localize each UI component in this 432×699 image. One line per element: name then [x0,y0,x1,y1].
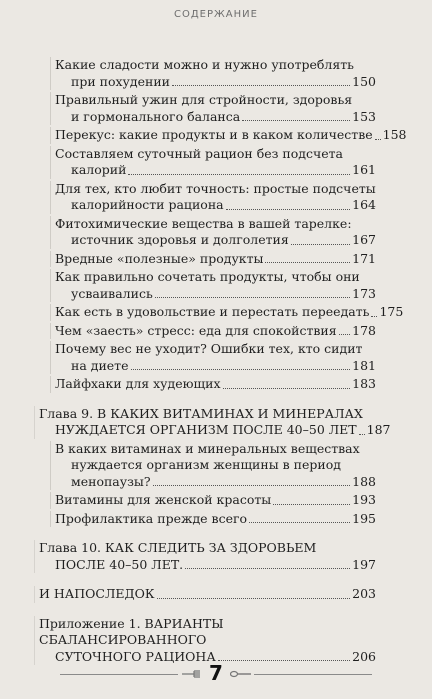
toc-chapter-10[interactable] [34,540,376,573]
toc-entry-text: Перекус: какие продукты и в каком количестве [55,127,373,142]
toc-section-title: Приложение 1. ВАРИАНТЫ СБАЛАНСИРОВАННОГО [39,615,224,647]
toc-chapter-9[interactable] [34,405,391,439]
toc-entry[interactable] [50,441,376,491]
toc-entry[interactable] [50,304,404,321]
page-footer [0,661,432,687]
toc-page-number: 197 [352,556,376,572]
toc-afterword[interactable] [34,586,376,603]
toc-entry[interactable] [50,492,376,509]
toc-page-number: 193 [352,492,376,507]
toc-entry-text: Фитохимические вещества в вашей тарелке: [55,215,352,231]
toc-entry[interactable] [50,511,376,528]
toc-entry-text: Для тех, кто любит точность: простые подсчеты [55,180,376,196]
toc-page-number: 195 [352,510,376,526]
toc-entry-text: на диете [71,357,129,373]
toc-entry-text: усваивались [71,285,153,301]
toc-page-number: 167 [352,232,376,247]
toc-entry-text: источник здоровья и долголетия [71,232,289,247]
toc-entry-text: Лайфхаки для худеющих [55,376,221,391]
toc-entry-text: Составляем суточный рацион без подсчета [55,145,344,161]
toc-page-number: 181 [352,357,376,373]
toc-entry[interactable] [50,341,376,374]
toc-section-title: И НАПОСЛЕДОК [39,586,155,601]
toc-entry-text: Какие сладости можно и нужно употреблять [55,57,354,72]
toc-entry[interactable] [50,251,376,268]
toc-entry[interactable] [50,92,376,125]
page-number: 7 [209,661,223,685]
toc-entry-text: калорийности рациона [71,197,224,212]
toc-page-number: 206 [352,648,376,664]
toc-entry-text: В каких витаминах и минеральных веществах [55,440,360,456]
toc-page-number: 164 [352,197,376,212]
toc-entry-text: и гормонального баланса [71,108,241,124]
toc-page-number: 178 [352,322,376,338]
footer-rule [254,674,372,675]
toc-entry-text: Как правильно сочетать продукты, чтобы они [55,269,360,284]
toc-entry-text: менопаузы? [71,473,151,489]
toc-entry-text: Вредные «полезные» продукты [55,250,264,266]
toc-appendix-1[interactable] [34,616,376,666]
toc-entry[interactable] [50,181,376,214]
toc-entry-text: Правильный ужин для стройности, здоровья [55,92,353,107]
toc-entry[interactable] [50,57,376,90]
toc-page-number: 153 [352,108,376,124]
toc-page-number: 188 [352,473,376,489]
toc-page-number: 161 [352,162,376,177]
toc-page-number: 203 [352,586,376,601]
running-header: СОДЕРЖАНИЕ [174,9,258,20]
toc-entry-text: Витамины для женской красоты [55,492,272,507]
toc-entry-text: нуждается организм женщины в период [71,457,341,472]
toc-page-number: 187 [366,422,391,437]
toc-page-number: 183 [352,376,376,391]
toc-section-title: СУТОЧНОГО РАЦИОНА [55,648,216,664]
toc-entry[interactable] [50,216,376,249]
toc-chapter-title: ПОСЛЕ 40–50 ЛЕТ. [55,556,184,572]
toc-entry[interactable] [50,376,376,393]
toc-chapter-title: НУЖДАЕТСЯ ОРГАНИЗМ ПОСЛЕ 40–50 ЛЕТ [55,422,357,437]
toc-entry[interactable] [50,146,376,179]
toc-entry[interactable] [50,323,376,340]
toc-entry-text: Чем «заесть» стресс: еда для спокойствия [55,322,337,338]
toc-chapter-title: Глава 9. В КАКИХ ВИТАМИНАХ И МИНЕРАЛАХ [39,405,363,421]
toc-page-number: 173 [352,285,376,301]
toc-chapter-title: Глава 10. КАК СЛЕДИТЬ ЗА ЗДОРОВЬЕМ [39,540,317,555]
toc-entry-text: при похудении [71,73,170,89]
toc-page-number: 171 [352,250,376,266]
toc-entry-text: Почему вес не уходит? Ошибки тех, кто сидит [55,341,363,356]
toc-entry-text: калорий [71,162,127,177]
spoon-icon [230,668,252,682]
toc-page-number: 175 [379,304,404,319]
toc-entry-text: Профилактика прежде всего [55,510,248,526]
toc-entry-text: Как есть в удовольствие и перестать переедать [55,304,370,319]
table-of-contents [34,57,407,665]
toc-entry[interactable] [50,127,407,144]
toc-page-number: 150 [352,73,376,89]
toc-entry[interactable] [50,269,376,302]
toc-page-number: 158 [382,127,407,142]
